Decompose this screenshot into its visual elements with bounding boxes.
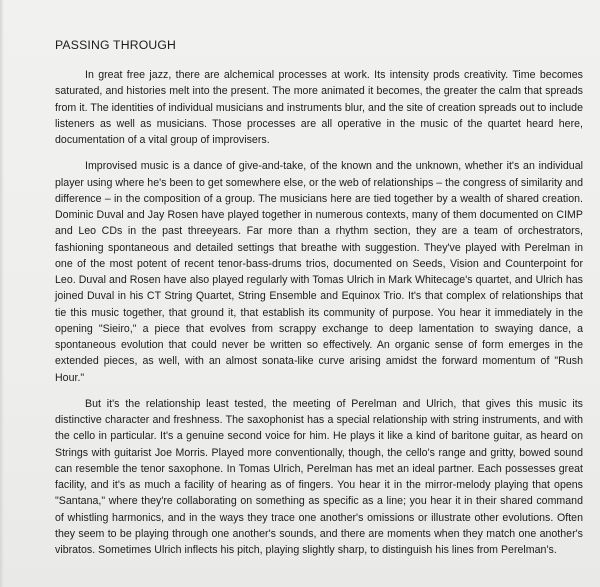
page-title: PASSING THROUGH — [55, 38, 177, 52]
body-text — [55, 67, 583, 568]
page-edge-shadow — [0, 0, 4, 587]
paragraph-2: Improvised music is a dance of give-and-take, of the known and the unknown, whether it's an individual player using where he's been to get somewhere else, or the web of relationships – the congress of similarity and difference – in the composition of a group. The musicians here are tied together by a wealth of shared creation. Dominic Duval and Jay Rosen have played together in numerous contexts, many of them documented on CIMP and Leo CDs in the past threeyears. Far more than a rhythm section, they are a team of orchestrators, fashioning spontaneous and detailed settings that breathe with suggestion. They've played with Perelman in one of the most potent of recent tenor-bass-drums trios, documented on Seeds, Vision and Counterpoint for Leo. Duval and Rosen have also played regularly with Tomas Ulrich in Mark Whitecage's quartet, and Ulrich has joined Duval in his CT String Quartet, String Ensemble and Equinox Trio. It's that complex of relationships that tie this music together, that ground it, that establish its community of purpose. You hear it immediately in the opening "Sieiro," a piece that evolves from scrappy exchange to deep lamentation to swaying dance, a spontaneous evolution that could never be written so effectively. An organic sense of form emerges in the extended pieces, as well, with an almost sonata-like curve arising amidst the forward momentum of "Rush Hour." — [55, 160, 583, 384]
paragraph-3: But it's the relationship least tested, the meeting of Perelman and Ulrich, that gives this music its distinctive character and freshness. The saxophonist has a special relationship with string instruments, and with the cello in particular. It's a genuine second voice for him. He plays it like a kind of baritone guitar, as heard on Strings with guitarist Joe Morris. Played more conventionally, though, the cello's range and gritty, bowed sound can resemble the tenor saxophone. In Tomas Ulrich, Perelman has met an ideal partner. Each possesses great facility, and it's as much a facility of hearing as of fingers. You hear it in the mirror-melody playing that opens "Santana," where they're collaborating on something as specific as a line; you hear it in their shared command of whistling harmonics, and in the ways they trace one another's omissions or illustrate other evolutions. Often they seem to be playing through one another's sounds, and there are moments when they match one another's vibratos. Sometimes Ulrich inflects his pitch, playing slightly sharp, to distinguish his lines from Perelman's. — [55, 397, 583, 556]
paragraph-1: In great free jazz, there are alchemical processes at work. Its intensity prods creativity. Time becomes saturated, and histories melt into the present. The more animated it becomes, the greater the calm that spreads from it. The identities of individual musicians and instruments blur, and the site of creation spreads out to include listeners as well as musicians. Those processes are all operative in the music of the quartet heard here, documentation of a vital group of improvisers. — [55, 69, 583, 146]
